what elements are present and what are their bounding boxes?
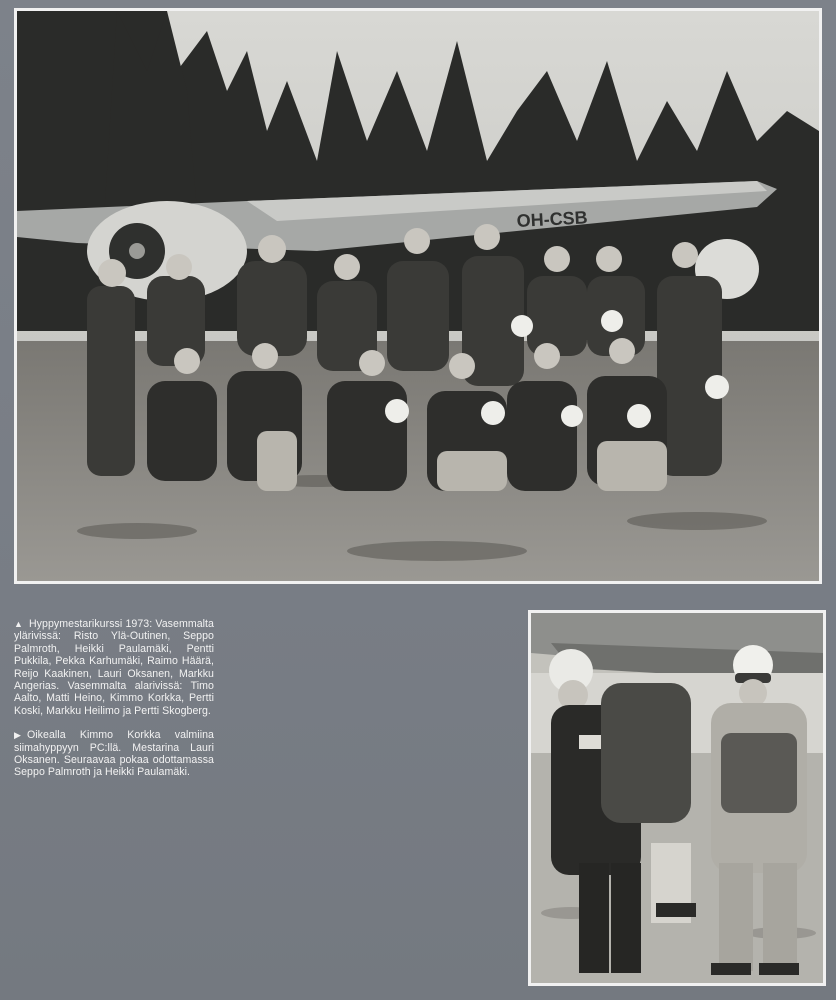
jumper-photo <box>528 610 826 986</box>
triangle-up-icon: ▲ <box>14 619 23 629</box>
group-photo-image <box>17 11 819 581</box>
jumper-photo-image <box>531 613 823 983</box>
caption-side-photo <box>14 729 214 779</box>
aircraft-registration: OH-CSB <box>516 207 589 231</box>
triangle-right-icon: ▶ <box>14 730 21 741</box>
caption-side-photo-text: Oikealla Kimmo Korkka valmiina siimahyppyyn PC:llä. Mestarina Lauri Oksanen. Seuraavaa pokaa odottamassa Seppo Palmroth ja Heikki Paulamäki. <box>14 729 214 779</box>
caption-group-photo-text: Hyppymestarikurssi 1973: Vasemmalta ylärivissä: Risto Ylä-Outinen, Seppo Palmroth, Heikki Paulamäki, Pentti Pukkila, Pekka Karhumäki, Raimo Häärä, Reijo Kaakinen, Lauri Oksanen, Markku Angerias. Vasemmalta alarivissä: Timo Aalto, Matti Heino, Kimmo Korkka, Pertti Koski, Markku Heilimo ja Pertti Skogberg. <box>14 618 214 717</box>
caption-block <box>14 618 214 791</box>
caption-group-photo <box>14 618 214 717</box>
group-photo <box>14 8 822 584</box>
